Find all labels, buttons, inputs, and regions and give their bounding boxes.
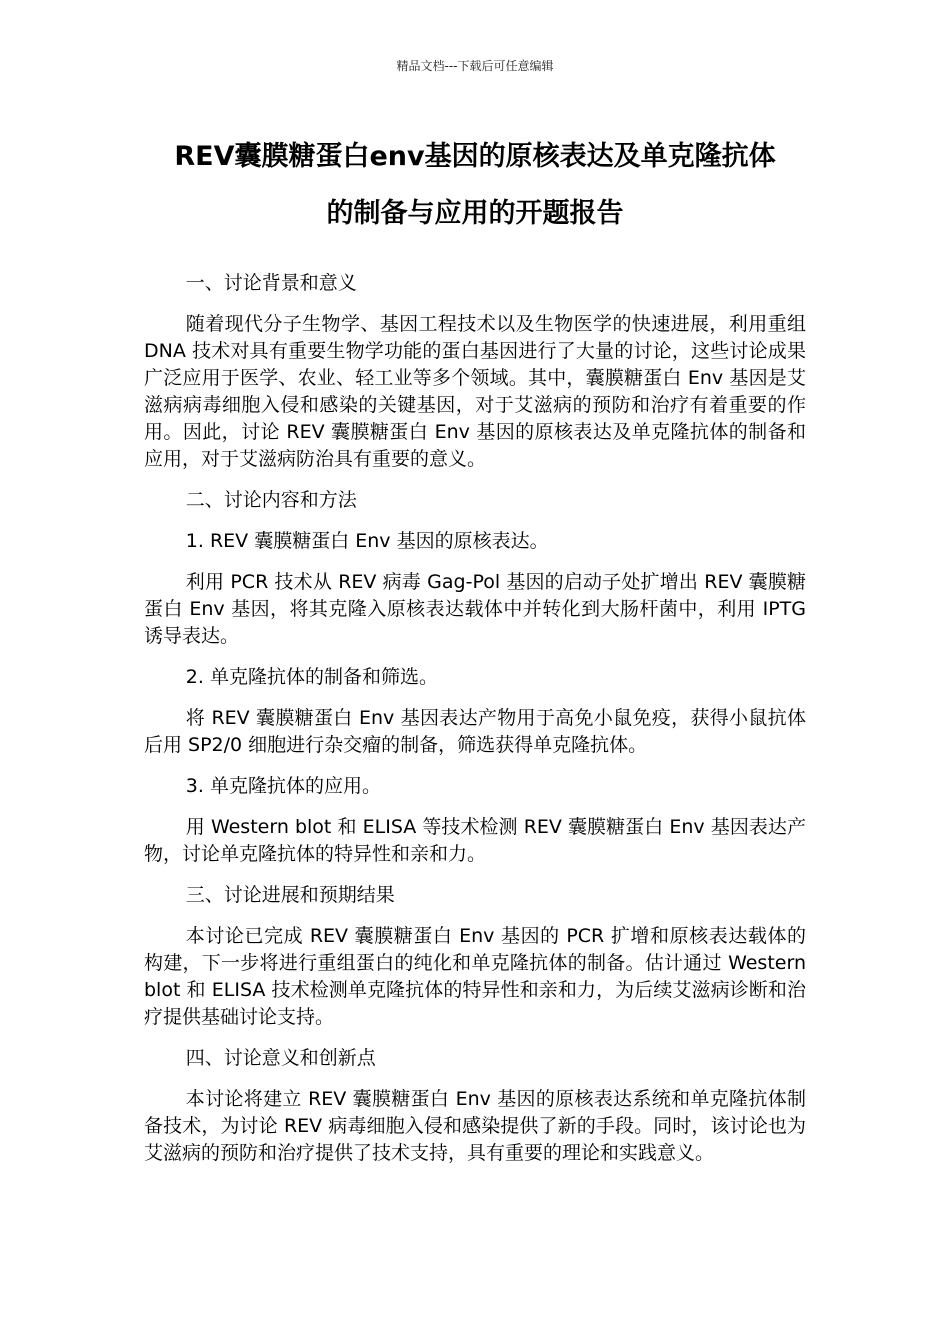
- header-note: 精品文档---下载后可任意编辑: [396, 59, 554, 73]
- paragraph-significance: 本讨论将建立 REV 囊膜糖蛋白 Env 基因的原核表达系统和单克隆抗体制备技术，为讨论 REV 病毒细胞入侵和感染提供了新的手段。同时，该讨论也为艾滋病的预防和治疗提供了技术支持，具有重要的理论和实践意义。: [144, 1088, 806, 1164]
- subheading-expression: 1. REV 囊膜糖蛋白 Env 基因的原核表达。: [185, 530, 549, 552]
- subheading-antibody-prep: 2. 单克隆抗体的制备和筛选。: [185, 666, 438, 688]
- title-line-1: REV囊膜糖蛋白env基因的原核表达及单克隆抗体: [174, 141, 776, 172]
- paragraph-antibody-use: 用 Western blot 和 ELISA 等技术检测 REV 囊膜糖蛋白 Env 基因表达产物，讨论单克隆抗体的特异性和亲和力。: [144, 816, 806, 865]
- title-line-2: 的制备与应用的开题报告: [326, 198, 624, 229]
- paragraph-background: 随着现代分子生物学、基因工程技术以及生物医学的快速进展，利用重组 DNA 技术对具有重要生物学功能的蛋白基因进行了大量的讨论，这些讨论成果广泛应用于医学、农业、轻工业等多个领域。其中，囊膜糖蛋白 Env 基因是艾滋病病毒细胞入侵和感染的关键基因，对于艾滋病的预防和治疗有着重要的作用。因此，讨论 REV 囊膜糖蛋白 Env 基因的原核表达及单克隆抗体的制备和应用，对于艾滋病防治具有重要的意义。: [144, 313, 806, 470]
- document-body: [144, 270, 806, 1181]
- subheading-antibody-use: 3. 单克隆抗体的应用。: [185, 775, 381, 797]
- section-heading-progress: 三、讨论进展和预期结果: [185, 884, 395, 906]
- section-heading-methods: 二、讨论内容和方法: [185, 489, 357, 511]
- section-heading-background: 一、讨论背景和意义: [185, 272, 357, 294]
- paragraph-progress: 本讨论已完成 REV 囊膜糖蛋白 Env 基因的 PCR 扩增和原核表达载体的构建，下一步将进行重组蛋白的纯化和单克隆抗体的制备。估计通过 Western blot 和 ELISA 技术检测单克隆抗体的特异性和亲和力，为后续艾滋病诊断和治疗提供基础讨论支持。: [144, 925, 806, 1028]
- section-heading-significance: 四、讨论意义和创新点: [185, 1047, 376, 1069]
- paragraph-antibody-prep: 将 REV 囊膜糖蛋白 Env 基因表达产物用于高免小鼠免疫，获得小鼠抗体后用 SP2/0 细胞进行杂交瘤的制备，筛选获得单克隆抗体。: [144, 707, 806, 756]
- document-title: [100, 128, 850, 242]
- paragraph-expression: 利用 PCR 技术从 REV 病毒 Gag-Pol 基因的启动子处扩增出 REV 囊膜糖蛋白 Env 基因，将其克隆入原核表达载体中并转化到大肠杆菌中，利用 IPTG 诱导表达。: [144, 571, 806, 647]
